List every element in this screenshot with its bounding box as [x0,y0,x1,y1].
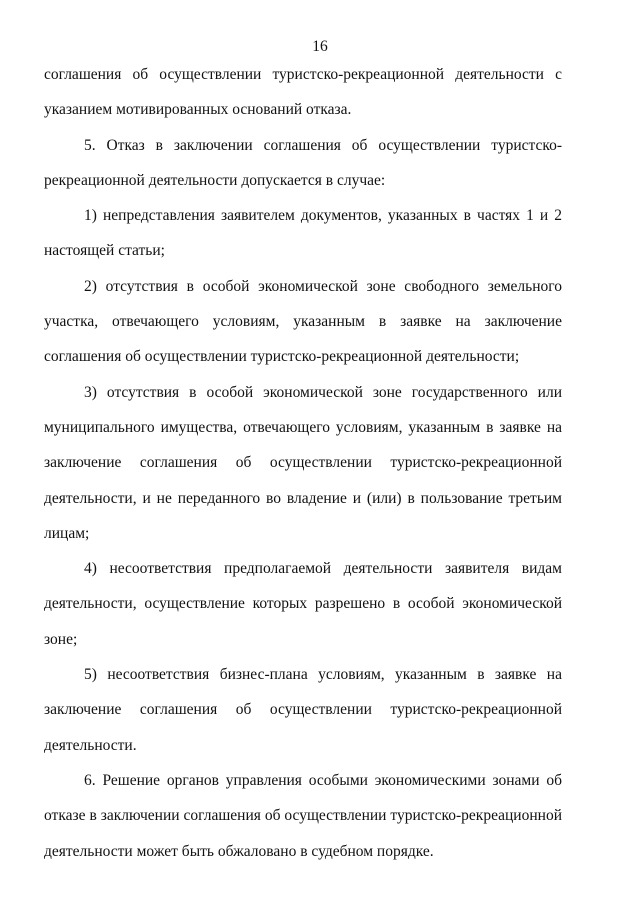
paragraph-continuation: соглашения об осуществлении туристско-рекреационной деятельности с указанием мотивированных оснований отказа. [44,66,562,119]
paragraph-subitem-5: 5) несоответствия бизнес-плана условиям, указанным в заявке на заключение соглашения об осуществлении туристско-рекреационной деятельности. [44,666,562,754]
paragraph-subitem-2: 2) отсутствия в особой экономической зоне свободного земельного участка, отвечающего условиям, указанным в заявке на заключение соглашения об осуществлении туристско-рекреационной деятельности; [44,277,562,366]
paragraph-subitem-3: 3) отсутствия в особой экономической зоне государственного или муниципального имущества, отвечающего условиям, указанным в заявке на заключение соглашения об осуществлении туристско-рекреационной деятельности, и не переданного во владение и (или) в пользование третьим лицам; [44,383,562,542]
page-number: 16 [312,38,328,55]
paragraph-subitem-1: 1) непредставления заявителем документов, указанных в частях 1 и 2 настоящей статьи; [44,207,562,260]
document-body [44,57,562,869]
paragraph-item-6: 6. Решение органов управления особыми экономическими зонами об отказе в заключении соглашения об осуществлении туристско-рекреационной деятельности может быть обжаловано в судебном порядке. [44,771,562,860]
paragraph-subitem-4: 4) несоответствия предполагаемой деятельности заявителя видам деятельности, осуществление которых разрешено в особой экономической зоне; [44,560,562,648]
paragraph-item-5: 5. Отказ в заключении соглашения об осуществлении туристско-рекреационной деятельности допускается в случае: [44,136,562,189]
